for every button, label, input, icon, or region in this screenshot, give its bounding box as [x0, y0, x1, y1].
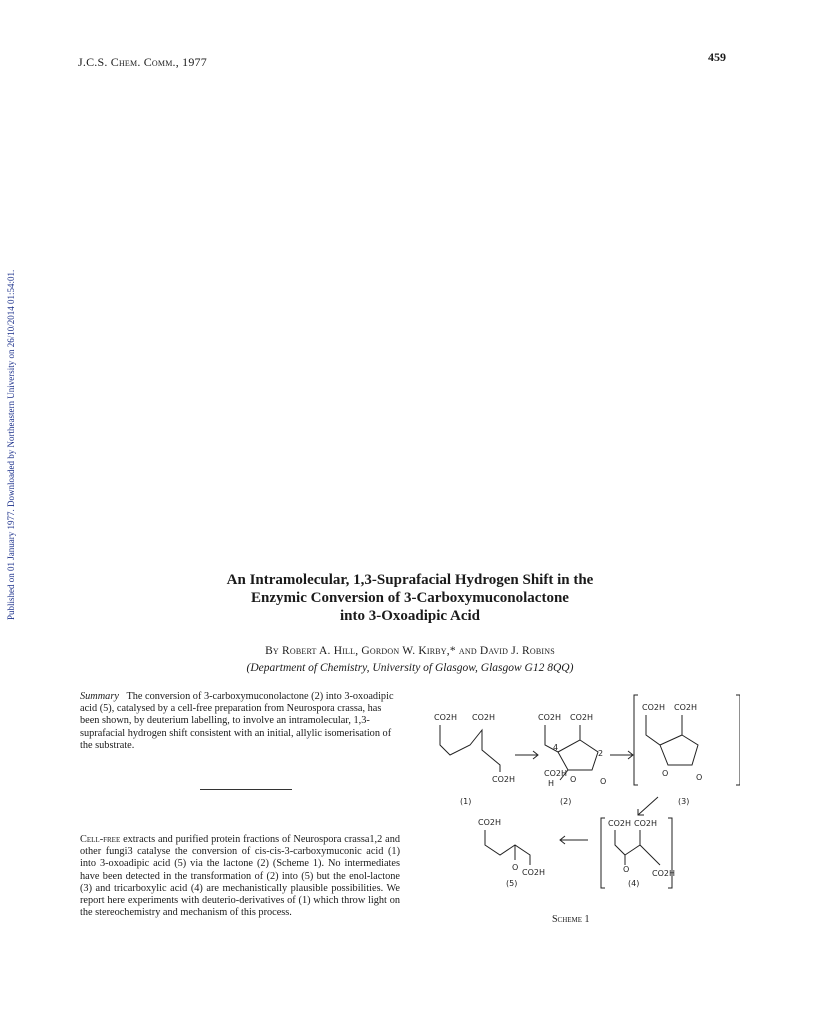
c3-co2h-b: CO2H [674, 703, 697, 712]
c4-atom-o: O [623, 865, 630, 874]
label-3: (3) [678, 797, 690, 806]
summary-label: Summary [80, 691, 119, 702]
compound-5-structure [485, 830, 530, 865]
section-divider [200, 789, 292, 790]
c1-co2h-b: CO2H [472, 713, 495, 722]
c5-co2h-b: CO2H [522, 868, 545, 877]
c2-pos2: 2 [598, 749, 604, 758]
c2-co2h-c: CO2H [544, 769, 567, 778]
scheme-caption: Scheme 1 [552, 914, 590, 925]
affiliation: (Department of Chemistry, University of Glasgow, Glasgow G12 8QQ) [246, 662, 574, 674]
body-paragraph [80, 834, 400, 919]
compound-1-structure [440, 725, 500, 772]
journal-header: J.C.S. Chem. Comm., 1977 [78, 55, 207, 69]
body-text: extracts and purified protein fractions of Neurospora crassa1,2 and other fungi3 catalyse the conversion of cis-cis-3-carboxymuconic acid (1) into 3-oxoadipic acid (5) via the lactone (2) (Scheme 1). No intermediates have been detected in the transformation of (2) into (5) but the enol-lactone (3) and tricarboxylic acid (4) are mechanistically plausible possibilities. We report here experiments with deuterio-derivatives of (1) which throw light on the stereochemistry and mechanism of this process. [80, 834, 400, 919]
c4-co2h-a: CO2H [608, 819, 631, 828]
arrow-1-to-2 [515, 751, 538, 759]
c3-atom-o: O [662, 769, 669, 778]
c2-co2h-a: CO2H [538, 713, 561, 722]
c4-co2h-b: CO2H [634, 819, 657, 828]
c3-atom-o-2: O [696, 773, 703, 782]
c2-atom-o: O [570, 775, 577, 784]
c3-co2h-a: CO2H [642, 703, 665, 712]
summary [80, 691, 400, 752]
title-line-2: Enzymic Conversion of 3-Carboxymuconolactone [251, 590, 569, 606]
page-number: 459 [708, 50, 726, 64]
summary-text: The conversion of 3-carboxymuconolactone (2) into 3-oxoadipic acid (5), catalysed by a cell-free preparation from Neurospora crassa, has been shown, by deuterium labelling, to involve an intramolecular, 1,3-suprafacial hydrogen shift consistent with an initial, allylic isomerisation of the substrate. [80, 691, 394, 751]
c2-co2h-b: CO2H [570, 713, 593, 722]
compound-4-structure [615, 830, 660, 865]
c4-co2h-c: CO2H [652, 869, 675, 878]
article-title [100, 571, 720, 625]
authors: By Robert A. Hill, Gordon W. Kirby,* and David J. Robins [265, 645, 555, 657]
label-4: (4) [628, 879, 640, 888]
download-notice: Published on 01 January 1977. Downloaded by Northeastern University on 26/10/2014 01:54:01. [6, 269, 16, 620]
arrow-4-to-5 [560, 836, 588, 844]
label-5: (5) [506, 879, 518, 888]
arrow-3-to-4 [638, 797, 658, 815]
c5-co2h-a: CO2H [478, 818, 501, 827]
title-line-1: An Intramolecular, 1,3-Suprafacial Hydrogen Shift in the [226, 572, 594, 588]
c1-co2h-a: CO2H [434, 713, 457, 722]
c1-co2h-c: CO2H [492, 775, 515, 784]
c2-atom-h: H [548, 779, 555, 788]
body-lead: Cell-free [80, 834, 121, 845]
compound-3-structure [646, 715, 698, 765]
label-1: (1) [460, 797, 472, 806]
c2-pos4: 4 [553, 743, 559, 752]
label-2: (2) [560, 797, 572, 806]
c2-atom-o-2: O [600, 777, 607, 786]
arrow-2-to-3 [610, 751, 633, 759]
c5-atom-o: O [512, 863, 519, 872]
reaction-scheme [420, 690, 740, 890]
title-line-3: into 3-Oxoadipic Acid [339, 608, 481, 624]
